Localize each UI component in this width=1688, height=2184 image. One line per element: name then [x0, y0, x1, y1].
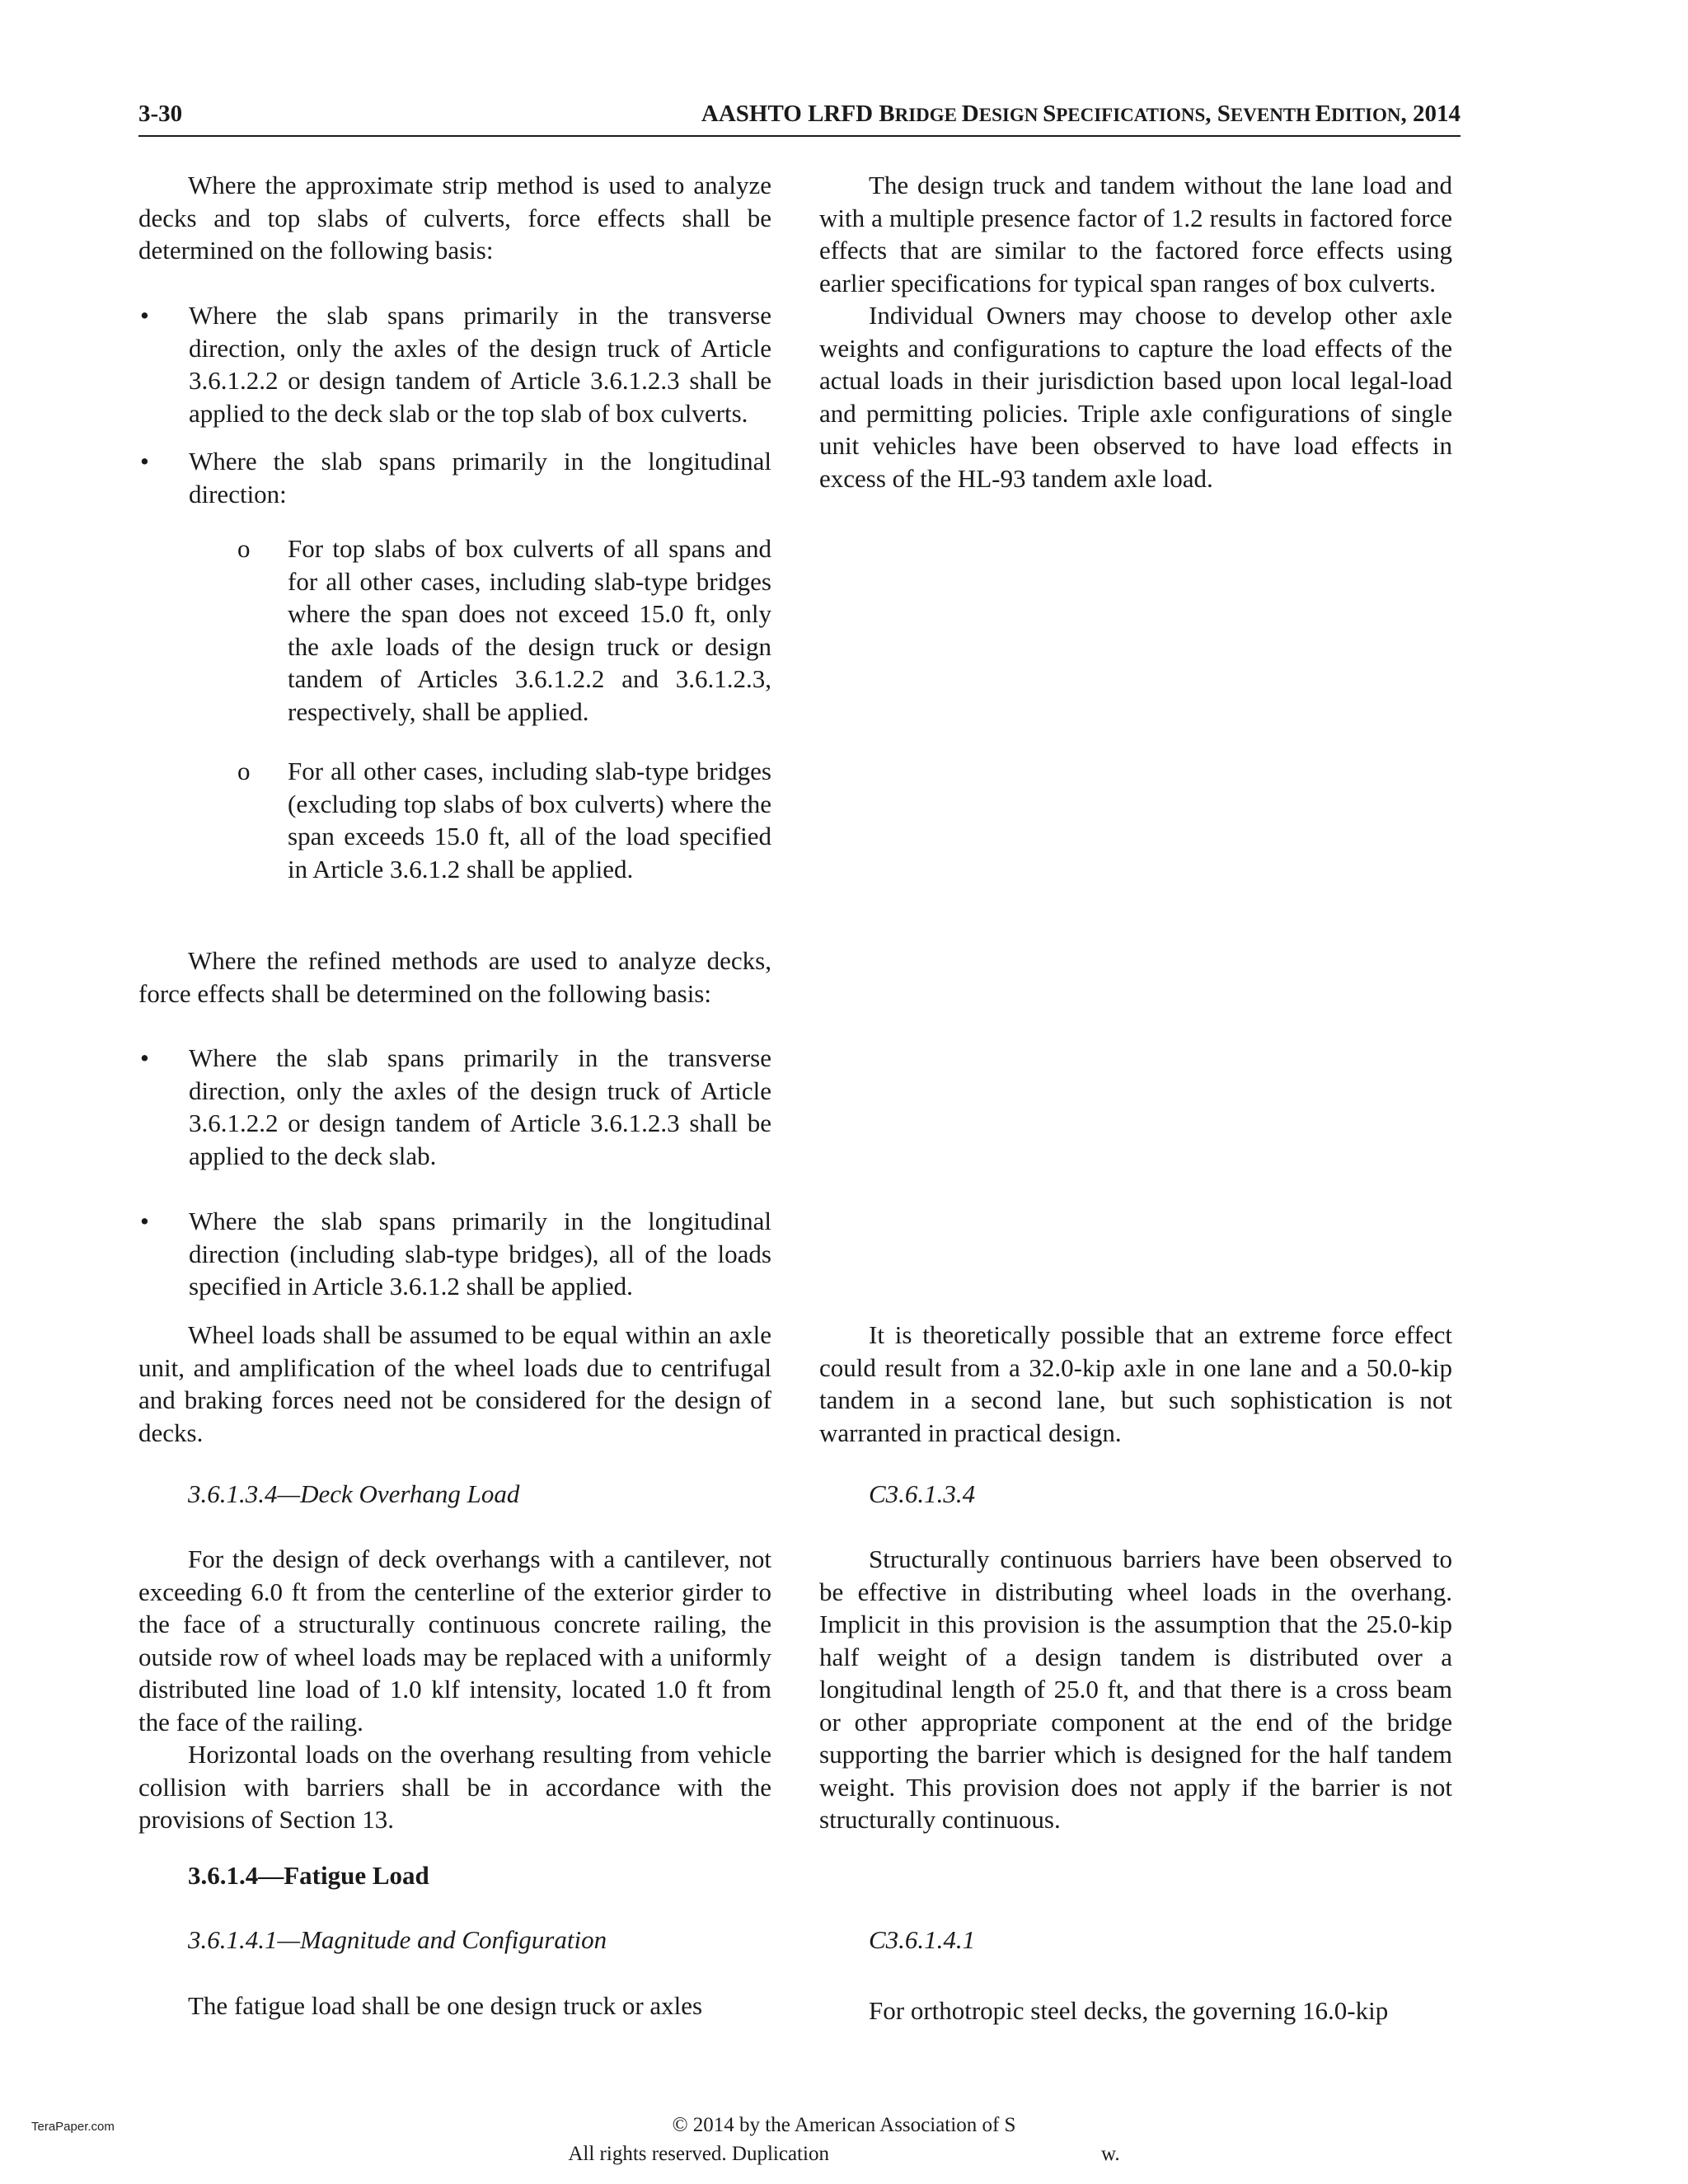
commentary-paragraph: For orthotropic steel decks, the governing 16.0-kip: [869, 1996, 1389, 2025]
spec-paragraph: The fatigue load shall be one design truck or axles: [188, 1991, 703, 2020]
spec-paragraph: Wheel loads shall be assumed to be equal within an axle unit, and amplification of the wheel loads due to centrifugal and braking forces need not be considered for the design of decks.: [138, 1320, 771, 1447]
spec-bullet: • Where the slab spans primarily in the longitudinal direction (including slab-type bridges), all of the loads specified in Article 3.6.1.2 shall be applied.: [140, 1207, 771, 1301]
page-number: 3-30: [138, 101, 183, 127]
commentary-paragraph: The design truck and tandem without the lane load and with a multiple presence factor of 1.2 results in factored force effects that are similar to the factored force effects using earlier specifications for typical span ranges of box culverts. Individual Owners may choose to develop other axle weights and configurations to capture the load effects of the actual loads in their jurisdiction based upon local legal-load and permitting policies. Triple axle configurations of single unit vehicles have been observed to have load effects in excess of the HL-93 tandem axle load.: [819, 171, 1452, 493]
copyright-line-1: © 2014 by the American Association of S: [672, 2114, 1016, 2136]
article-heading: 3.6.1.3.4—Deck Overhang Load: [188, 1479, 520, 1508]
spec-bullet: • Where the slab spans primarily in the longitudinal direction:: [140, 447, 771, 509]
bullet-icon: •: [140, 1043, 149, 1072]
spec-sub-bullet: o For all other cases, including slab-type bridges (excluding top slabs of box culverts) where the span exceeds 15.0 ft, all of the load specified in Article 3.6.1.2 shall be applied.: [237, 757, 771, 883]
page-header: [138, 101, 1461, 137]
spec-bullet: • Where the slab spans primarily in the transverse direction, only the axles of the design truck of Article 3.6.1.2.2 or design tandem of Article 3.6.1.2.3 shall be applied to the deck slab.: [140, 1043, 771, 1170]
running-title: AASHTO LRFD BRIDGE DESIGN SPECIFICATIONS, SEVENTH EDITION, 2014: [701, 101, 1461, 127]
article-heading: 3.6.1.4.1—Magnitude and Configuration: [188, 1925, 607, 1954]
bullet-icon: •: [140, 301, 149, 330]
commentary-heading: C3.6.1.4.1: [869, 1925, 976, 1954]
spec-paragraph: For the design of deck overhangs with a cantilever, not exceeding 6.0 ft from the centerline of the exterior girder to the face of a structurally continuous concrete railing, the outside row of wheel loads may be replaced with a uniformly distributed line load of 1.0 klf intensity, located 1.0 ft from the face of the railing. Horizontal loads on the overhang resulting from vehicle collision with barriers shall be in accordance with the provisions of Section 13.: [138, 1544, 771, 1834]
spec-bullet: • Where the slab spans primarily in the transverse direction, only the axles of the design truck of Article 3.6.1.2.2 or design tandem of Article 3.6.1.2.3 shall be applied to the deck slab or the top slab of box culverts.: [140, 301, 771, 428]
circle-bullet-icon: o: [237, 534, 251, 563]
commentary-paragraph: It is theoretically possible that an extreme force effect could result from a 32.0-kip axle in one lane and a 50.0-kip tandem in a second lane, but such sophistication is not warranted in practical design.: [819, 1320, 1452, 1447]
spec-paragraph: Where the refined methods are used to analyze decks, force effects shall be determined on the following basis:: [138, 946, 771, 1008]
bullet-icon: •: [140, 447, 149, 476]
bullet-icon: •: [140, 1207, 149, 1235]
commentary-paragraph: Structurally continuous barriers have been observed to be effective in distributing wheel loads in the overhang. Implicit in this provision is the assumption that the 25.0-kip half weight of a design tandem is distributed over a longitudinal length of 25.0 ft, and that there is a cross beam or other appropriate component at the end of the bridge supporting the barrier which is designed for the half tandem weight. This provision does not apply if the barrier is not structurally continuous.: [819, 1544, 1452, 1834]
copyright-line-2: All rights reserved. Duplication w.: [568, 2143, 1120, 2165]
watermark: TeraPaper.com: [31, 2120, 115, 2134]
spec-sub-bullet: o For top slabs of box culverts of all spans and for all other cases, including slab-type bridges where the span does not exceed 15.0 ft, only the axle loads of the design truck or design tandem of Articles 3.6.1.2.2 and 3.6.1.2.3, respectively, shall be applied.: [237, 534, 771, 726]
spec-paragraph: Where the approximate strip method is used to analyze decks and top slabs of culverts, force effects shall be determined on the following basis:: [138, 171, 771, 265]
section-heading: 3.6.1.4—Fatigue Load: [188, 1861, 429, 1890]
circle-bullet-icon: o: [237, 757, 251, 785]
commentary-heading: C3.6.1.3.4: [869, 1479, 976, 1508]
